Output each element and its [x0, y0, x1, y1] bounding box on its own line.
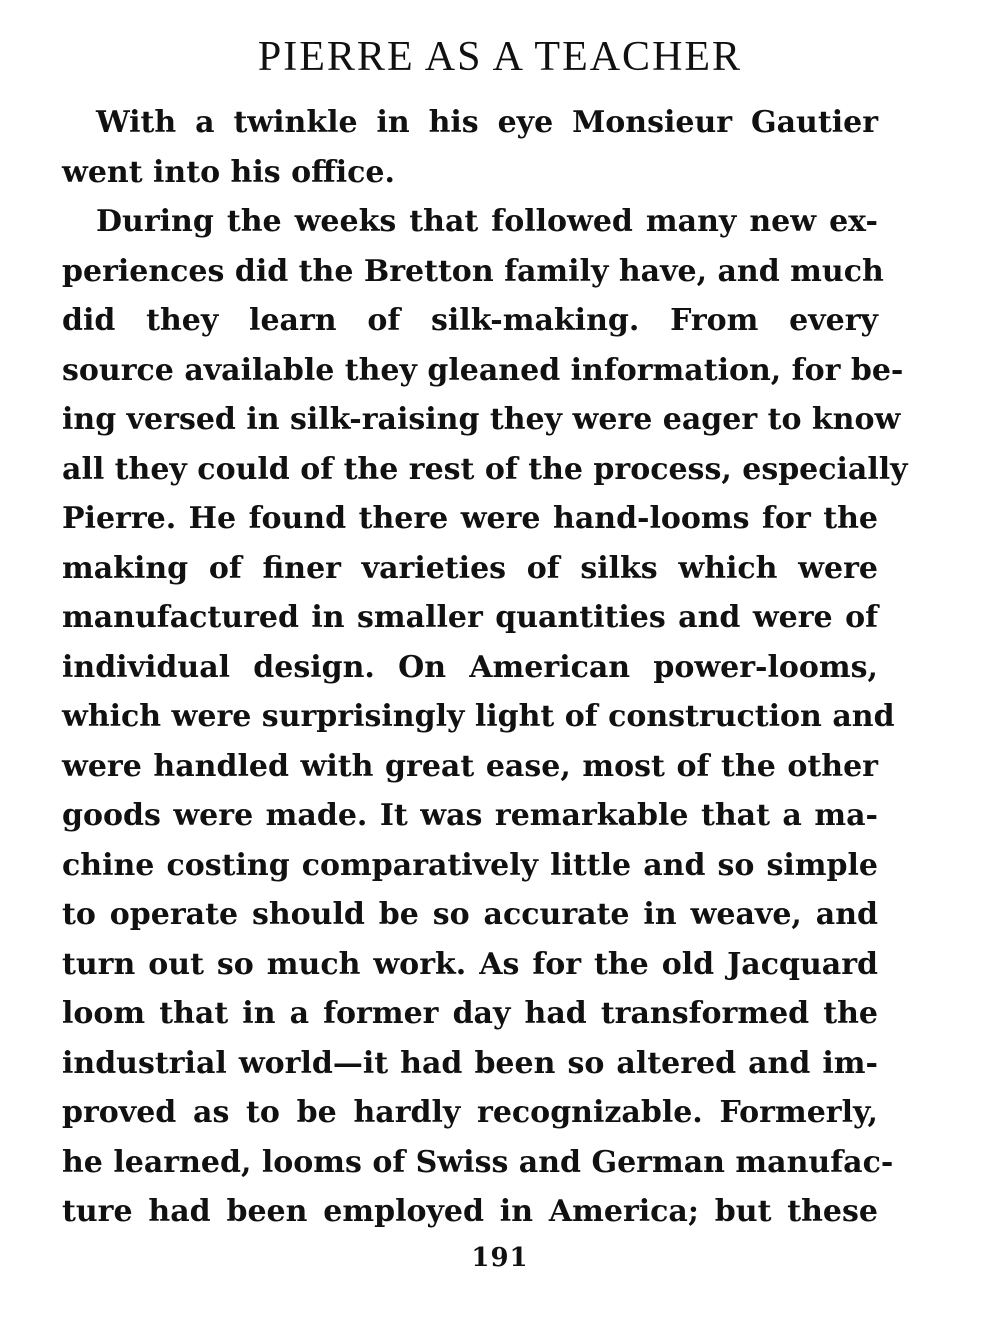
text-line: chine costing comparatively little and so simple — [62, 847, 878, 883]
body-text — [62, 98, 908, 1237]
text-line: goods were made. It was remarkable that a ma- — [62, 798, 878, 833]
text-line: to operate should be so accurate in weave, and — [62, 897, 878, 932]
text-line: source available they gleaned information, for be- — [62, 352, 904, 388]
text-line: industrial world—it had been so altered and im- — [62, 1045, 878, 1081]
text-line: went into his office. — [62, 154, 395, 190]
text-line: loom that in a former day had transformed the — [62, 996, 878, 1031]
text-line: manufactured in smaller quantities and were of — [62, 600, 878, 635]
text-line: all they could of the rest of the process, especially — [62, 451, 908, 487]
running-head-title: PIERRE AS A TEACHER — [257, 34, 743, 80]
text-line: he learned, looms of Swiss and German manufac- — [62, 1144, 894, 1180]
text-line: turn out so much work. As for the old Jacquard — [62, 946, 878, 982]
text-line: ture had been employed in America; but these — [62, 1194, 878, 1229]
text-line: proved as to be hardly recognizable. Formerly, — [62, 1095, 878, 1130]
text-line: ing versed in silk-raising they were eager to know — [62, 402, 901, 437]
text-line: did they learn of silk-making. From every — [62, 303, 878, 338]
text-line: making of finer varieties of silks which were — [62, 550, 878, 586]
text-line: which were surprisingly light of construction and — [62, 699, 895, 734]
text-line: Pierre. He found there were hand-looms for the — [62, 501, 878, 536]
text-line: During the weeks that followed many new ex- — [96, 204, 878, 239]
text-line: periences did the Bretton family have, and much — [62, 253, 884, 289]
text-line: With a twinkle in his eye Monsieur Gautier — [96, 105, 878, 140]
text-line: were handled with great ease, most of the other — [62, 748, 878, 784]
text-line: individual design. On American power-looms, — [62, 649, 878, 685]
page-number: 191 — [471, 1243, 529, 1273]
